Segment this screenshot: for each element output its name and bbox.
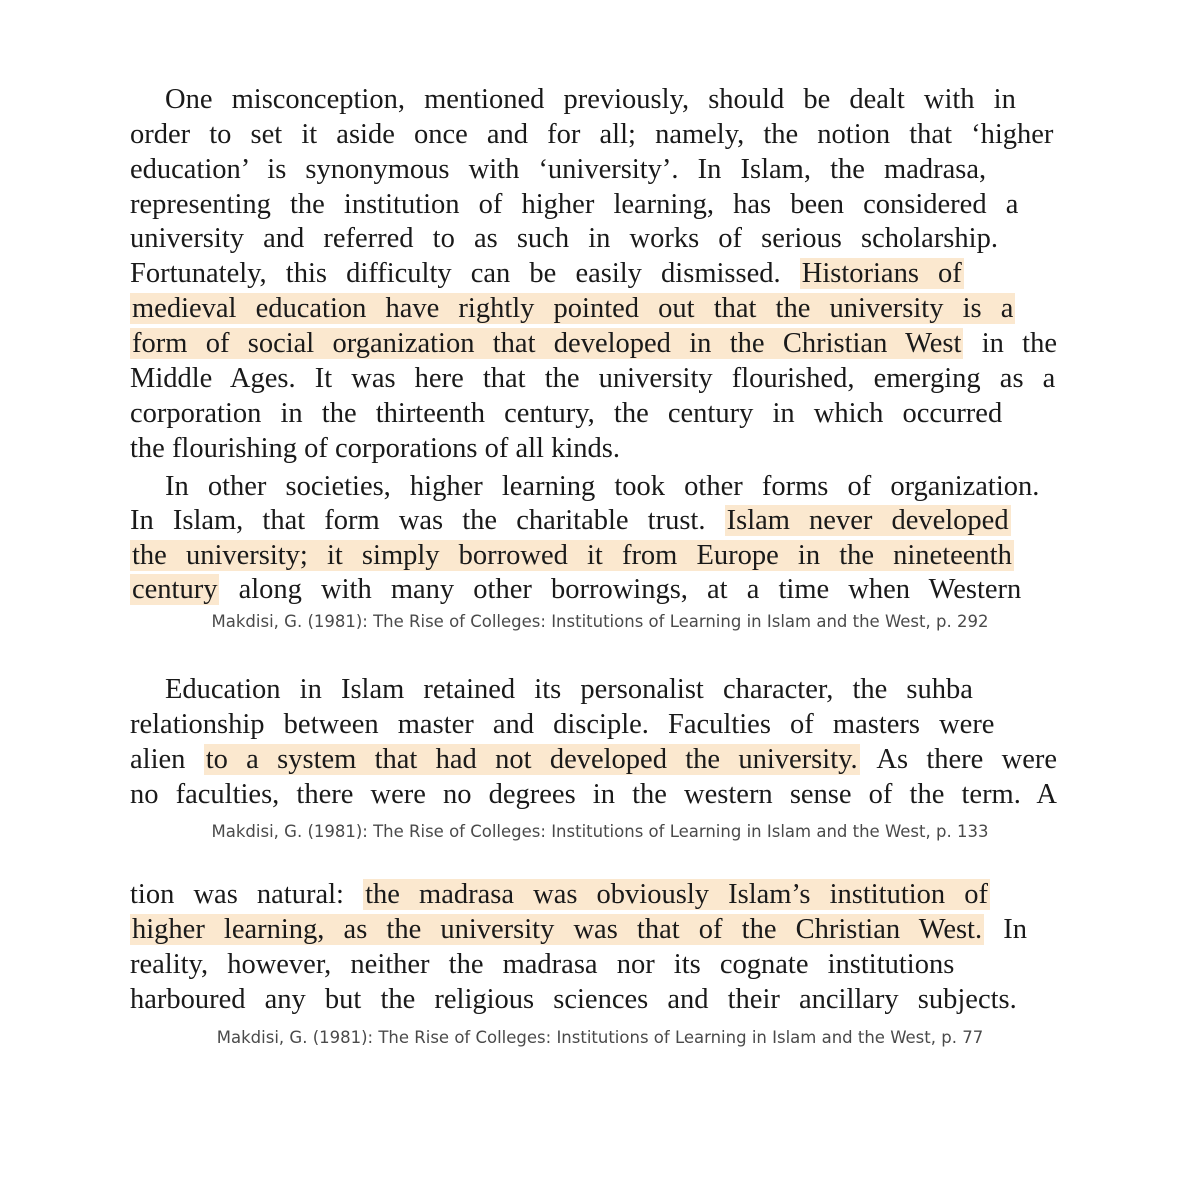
citation: Makdisi, G. (1981): The Rise of Colleges: Institutions of Learning in Islam and the West, p. 292 <box>211 612 989 631</box>
highlighted-text: Historians of <box>801 258 962 289</box>
text-line <box>130 432 620 466</box>
text-line <box>130 362 1055 396</box>
text-line <box>130 118 1053 152</box>
text-segment: relationship between master and disciple. Faculties of masters were <box>130 709 995 740</box>
text-segment: Education in Islam retained its personalist character, the suhba <box>165 674 973 705</box>
text-segment: One misconception, mentioned previously, should be dealt with in <box>165 84 1016 115</box>
text-line <box>165 673 973 707</box>
text-segment: Fortunately, this difficulty can be easily dismissed. <box>130 258 800 289</box>
text-segment: corporation in the thirteenth century, the century in which occurred <box>130 398 1003 429</box>
text-segment: along with many other borrowings, at a time when Western <box>219 574 1022 605</box>
citation: Makdisi, G. (1981): The Rise of Colleges: Institutions of Learning in Islam and the West, p. 77 <box>216 1028 984 1047</box>
text-line <box>165 83 1016 117</box>
text-line <box>130 878 990 912</box>
highlighted-text: medieval education have rightly pointed out that the university is a <box>132 293 1014 324</box>
highlighted-text: to a system that had not developed the university. <box>205 744 858 775</box>
text-line <box>165 470 1039 504</box>
highlighted-text: the madrasa was obviously Islam’s institution of <box>365 879 989 910</box>
text-segment: Middle Ages. It was here that the university flourished, emerging as a <box>130 363 1056 394</box>
text-line <box>130 948 954 982</box>
citation: Makdisi, G. (1981): The Rise of Colleges: Institutions of Learning in Islam and the West, p. 133 <box>211 822 989 841</box>
highlighted-text: Islam never developed <box>726 505 1009 536</box>
text-line <box>130 153 986 187</box>
text-segment: In Islam, that form was the charitable trust. <box>130 505 725 536</box>
text-line <box>130 188 1018 222</box>
text-line <box>130 327 1057 361</box>
text-segment: the flourishing of corporations of all kinds. <box>130 433 620 464</box>
text-segment: In <box>984 914 1027 945</box>
text-line <box>130 708 994 742</box>
text-segment: in the <box>963 328 1057 359</box>
text-line <box>130 743 1057 777</box>
text-line <box>130 913 1027 947</box>
text-segment: harboured any but the religious sciences and their ancillary subjects. <box>130 984 1017 1015</box>
text-segment: As there were <box>859 744 1057 775</box>
text-line <box>130 539 1014 573</box>
text-line <box>130 983 1017 1017</box>
text-segment: alien <box>130 744 204 775</box>
highlighted-text: higher learning, as the university was that of the Christian West. <box>132 914 983 945</box>
text-segment: tion was natural: <box>130 879 364 910</box>
text-segment: no faculties, there were no degrees in the western sense of the term. A <box>130 779 1057 810</box>
text-line <box>130 504 1011 538</box>
text-segment: In other societies, higher learning took other forms of organization. <box>165 471 1040 502</box>
text-line <box>130 292 1015 326</box>
highlighted-text: form of social organization that developed in the Christian West <box>132 328 962 359</box>
highlighted-text: century <box>132 574 218 605</box>
highlighted-text: the university; it simply borrowed it from Europe in the nineteenth <box>132 540 1012 571</box>
text-segment: representing the institution of higher learning, has been considered a <box>130 189 1019 220</box>
text-line <box>130 778 1057 812</box>
text-segment: university and referred to as such in works of serious scholarship. <box>130 223 998 254</box>
text-segment: education’ is synonymous with ‘university’. In Islam, the madrasa, <box>130 154 987 185</box>
text-segment: order to set it aside once and for all; namely, the notion that ‘higher <box>130 119 1054 150</box>
text-line <box>130 222 998 256</box>
text-segment: reality, however, neither the madrasa nor its cognate institutions <box>130 949 955 980</box>
text-line <box>130 573 1021 607</box>
text-line <box>130 257 964 291</box>
text-line <box>130 397 1002 431</box>
